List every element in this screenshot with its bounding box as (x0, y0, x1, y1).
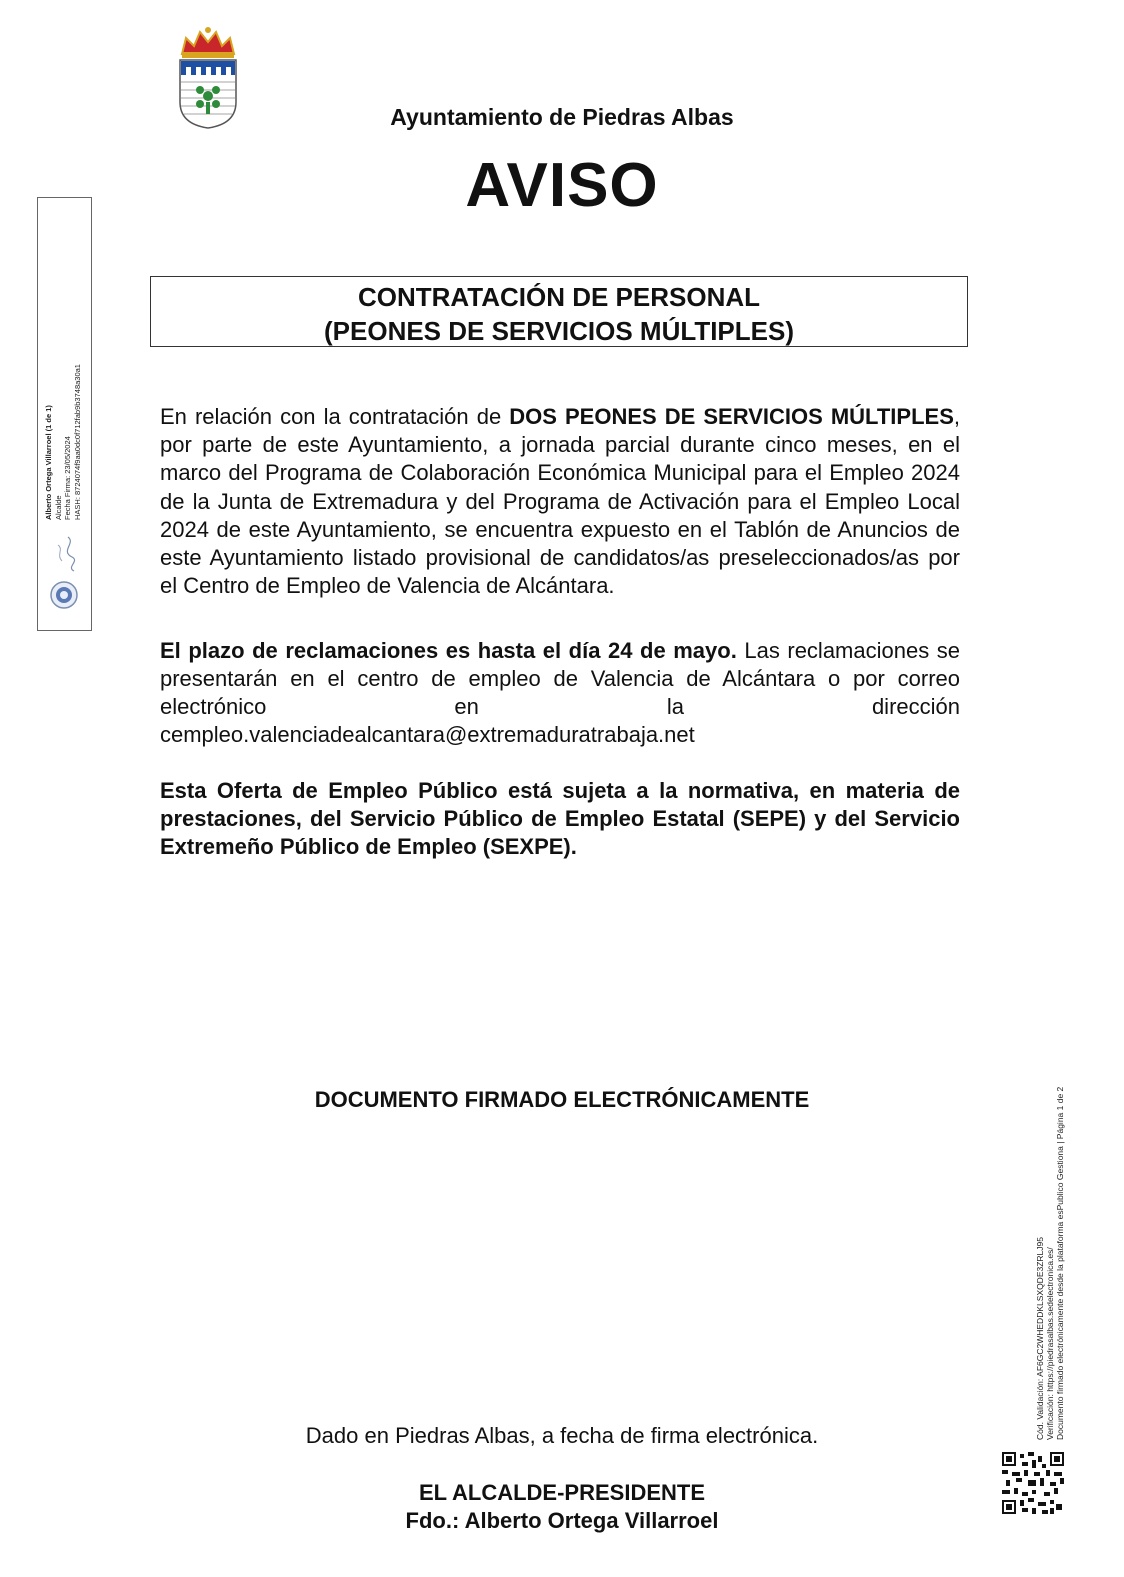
qr-code-icon (1002, 1452, 1064, 1514)
organization-name: Ayuntamiento de Piedras Albas (390, 104, 734, 130)
validation-code: Cód. Validación: AF6GC2WHEDDKLSXQDE3ZRLJ95 (1035, 1237, 1045, 1440)
paragraph-2-rest: Las reclamaciones se presentarán en el centro de empleo de Valencia de Alcántara o por correo electrónico en la dirección (160, 638, 960, 720)
subject-line-1: CONTRATACIÓN DE PERSONAL (357, 282, 761, 312)
signature-seal-icon (46, 533, 86, 623)
paragraph-1-rest: , por parte de este Ayuntamiento, a jornada parcial durante cinco meses, en el marco del Programa de Colaboración Económica Municipal para el Empleo 2024 de la Junta de Extremadura y del Programa de Activación para el Empleo Local 2024 de este Ayuntamiento, se encuentra expuesto en el Tablón de Anuncios de este Ayuntamiento listado provisional de candidatos/as preseleccionados/as por el Centro de Empleo de Valencia de Alcántara. (160, 404, 960, 599)
validation-note: Documento firmado electrónicamente desde la plataforma esPublico Gestiona | Página 1 de 2 (1055, 1086, 1065, 1440)
stamp-date: Fecha Firma: 23/05/2024 (63, 436, 72, 520)
paragraph-2 (160, 637, 960, 722)
paragraph-1-highlight: DOS PEONES DE SERVICIOS MÚLTIPLES (509, 404, 954, 429)
validation-info (1035, 960, 1065, 1440)
contact-email: cempleo.valenciadealcantara@extremaduratrabaja.net (160, 722, 695, 747)
stamp-signer: Alberto Ortega Villarroel (1 de 1) (44, 405, 53, 520)
given-place-date: Dado en Piedras Albas, a fecha de firma electrónica. (305, 1423, 819, 1448)
stamp-position: Alcalde (53, 495, 63, 520)
subject-line-2: (PEONES DE SERVICIOS MÚLTIPLES) (324, 316, 794, 346)
paragraph-1 (160, 403, 960, 600)
signatory-name: Fdo.: Alberto Ortega Villarroel (405, 1508, 719, 1533)
document-title: AVISO (465, 151, 659, 220)
paragraph-1-intro: En relación con la contratación de (160, 404, 510, 429)
signature-stamp-text (44, 220, 82, 520)
signature-stamp (37, 197, 92, 631)
paragraph-3: Esta Oferta de Empleo Público está sujeta a la normativa, en materia de prestaciones, del Servicio Público de Empleo Estatal (SEPE) y del Servicio Extremeño Público de Empleo (SEXPE). (160, 778, 960, 860)
validation-url: Verificación: https://piedrasalbas.sedelectronica.es/ (1045, 1247, 1055, 1440)
subject-box (150, 276, 968, 347)
stamp-hash: HASH: 8724074f9aa0dc0f712fab9b3748a30a1 (72, 364, 82, 520)
signed-notice: DOCUMENTO FIRMADO ELECTRÓNICAMENTE (314, 1087, 810, 1112)
deadline-text: El plazo de reclamaciones es hasta el día 24 de mayo. (160, 638, 737, 663)
signatory-role: EL ALCALDE-PRESIDENTE (418, 1480, 706, 1505)
